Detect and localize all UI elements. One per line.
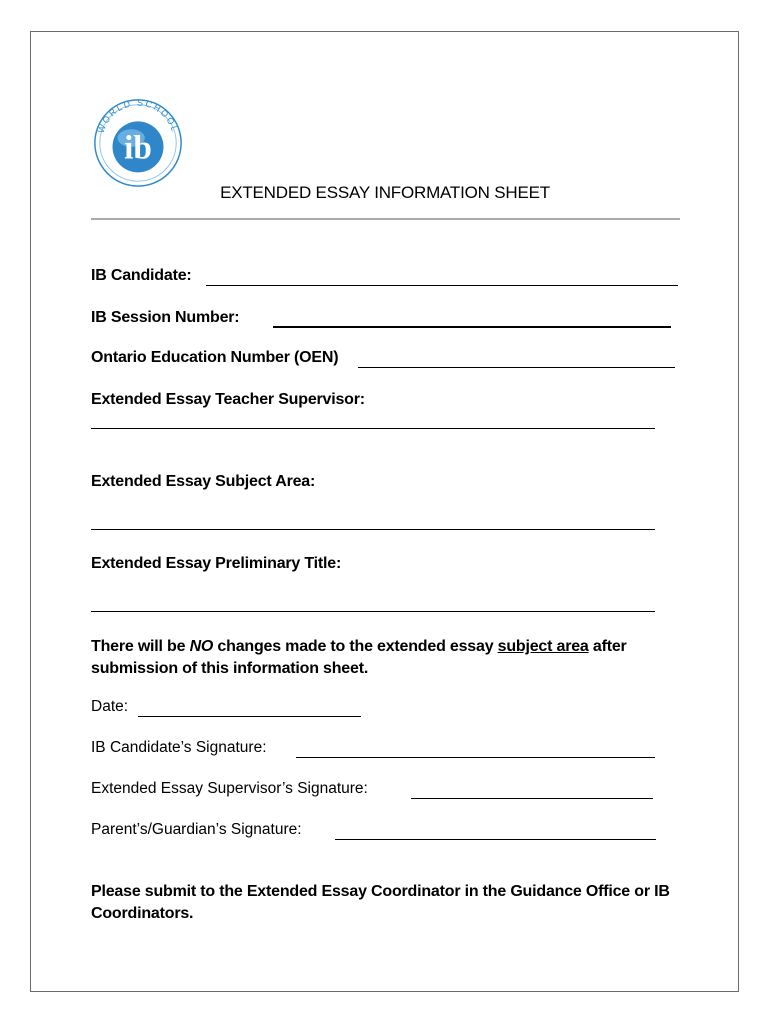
subject-area-field[interactable] bbox=[91, 529, 655, 530]
candidate-signature-field[interactable] bbox=[296, 757, 655, 758]
oen-field[interactable] bbox=[358, 367, 675, 368]
date-label: Date: bbox=[91, 698, 129, 715]
subject-area-label: Extended Essay Subject Area: bbox=[91, 473, 316, 490]
ib-world-school-logo bbox=[89, 92, 187, 190]
preliminary-title-field[interactable] bbox=[91, 611, 655, 612]
logo-ring-text: WORLD SCHOOL bbox=[95, 97, 181, 135]
session-number-field[interactable] bbox=[273, 326, 671, 328]
date-field[interactable] bbox=[138, 716, 361, 717]
candidate-label: IB Candidate: bbox=[91, 267, 192, 284]
preliminary-title-label: Extended Essay Preliminary Title: bbox=[91, 555, 342, 572]
candidate-field[interactable] bbox=[206, 285, 678, 286]
no-changes-notice: There will be NO changes made to the extended essay subject area after submission of this information sheet. bbox=[91, 638, 627, 677]
title-divider bbox=[91, 218, 680, 220]
session-number-label: IB Session Number: bbox=[91, 309, 240, 326]
supervisor-label: Extended Essay Teacher Supervisor: bbox=[91, 391, 365, 408]
supervisor-field[interactable] bbox=[91, 428, 655, 429]
notice-underlined: subject area bbox=[497, 638, 589, 655]
document-title: EXTENDED ESSAY INFORMATION SHEET bbox=[220, 183, 550, 202]
guardian-signature-field[interactable] bbox=[335, 839, 656, 840]
notice-emphasis: NO bbox=[189, 638, 214, 655]
supervisor-signature-label: Extended Essay Supervisor’s Signature: bbox=[91, 780, 368, 797]
supervisor-signature-field[interactable] bbox=[411, 798, 653, 799]
guardian-signature-label: Parent’s/Guardian’s Signature: bbox=[91, 821, 302, 838]
candidate-signature-label: IB Candidate’s Signature: bbox=[91, 739, 267, 756]
submission-instruction: Please submit to the Extended Essay Coordinator in the Guidance Office or IB Coordinators. bbox=[91, 883, 670, 922]
logo-ib-mark: ib bbox=[124, 129, 152, 167]
oen-label: Ontario Education Number (OEN) bbox=[91, 349, 339, 366]
